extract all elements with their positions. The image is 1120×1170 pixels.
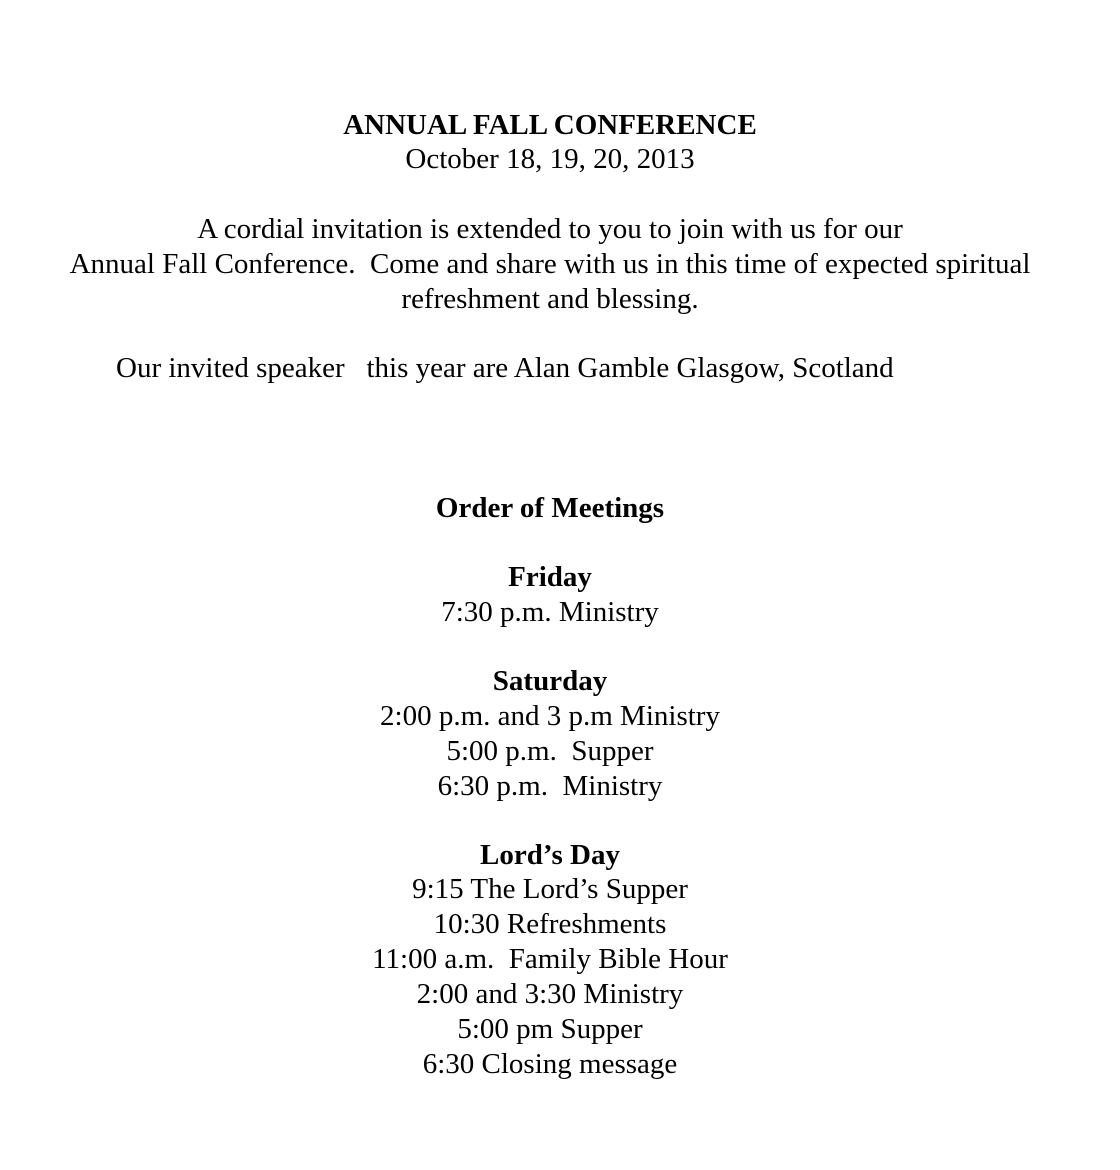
- order-heading: Order of Meetings: [435, 492, 665, 524]
- friday-item-1: 7:30 p.m. Ministry: [441, 596, 659, 628]
- lords-day-item-4: 2:00 and 3:30 Ministry: [416, 978, 684, 1010]
- conference-title: ANNUAL FALL CONFERENCE: [343, 109, 757, 141]
- conference-dates: October 18, 19, 20, 2013: [405, 143, 695, 175]
- day-heading-saturday: Saturday: [492, 665, 608, 697]
- invitation-line-1: A cordial invitation is extended to you to join with us for our: [197, 213, 903, 245]
- saturday-item-1: 2:00 p.m. and 3 p.m Ministry: [380, 700, 720, 732]
- day-heading-lords-day: Lord’s Day: [480, 839, 620, 871]
- lords-day-item-3: 11:00 a.m. Family Bible Hour: [372, 943, 728, 975]
- lords-day-item-6: 6:30 Closing message: [422, 1048, 678, 1080]
- invitation-line-3: refreshment and blessing.: [401, 283, 699, 315]
- lords-day-item-5: 5:00 pm Supper: [457, 1013, 643, 1045]
- invitation-line-2: Annual Fall Conference. Come and share with us in this time of expected spiritual: [69, 248, 1031, 280]
- lords-day-item-1: 9:15 The Lord’s Supper: [412, 873, 688, 905]
- saturday-item-2: 5:00 p.m. Supper: [446, 735, 654, 767]
- day-heading-friday: Friday: [508, 561, 592, 593]
- speaker-text: Our invited speaker this year are Alan Gamble Glasgow, Scotland: [116, 352, 894, 384]
- lords-day-item-2: 10:30 Refreshments: [433, 908, 667, 940]
- saturday-item-3: 6:30 p.m. Ministry: [437, 770, 663, 802]
